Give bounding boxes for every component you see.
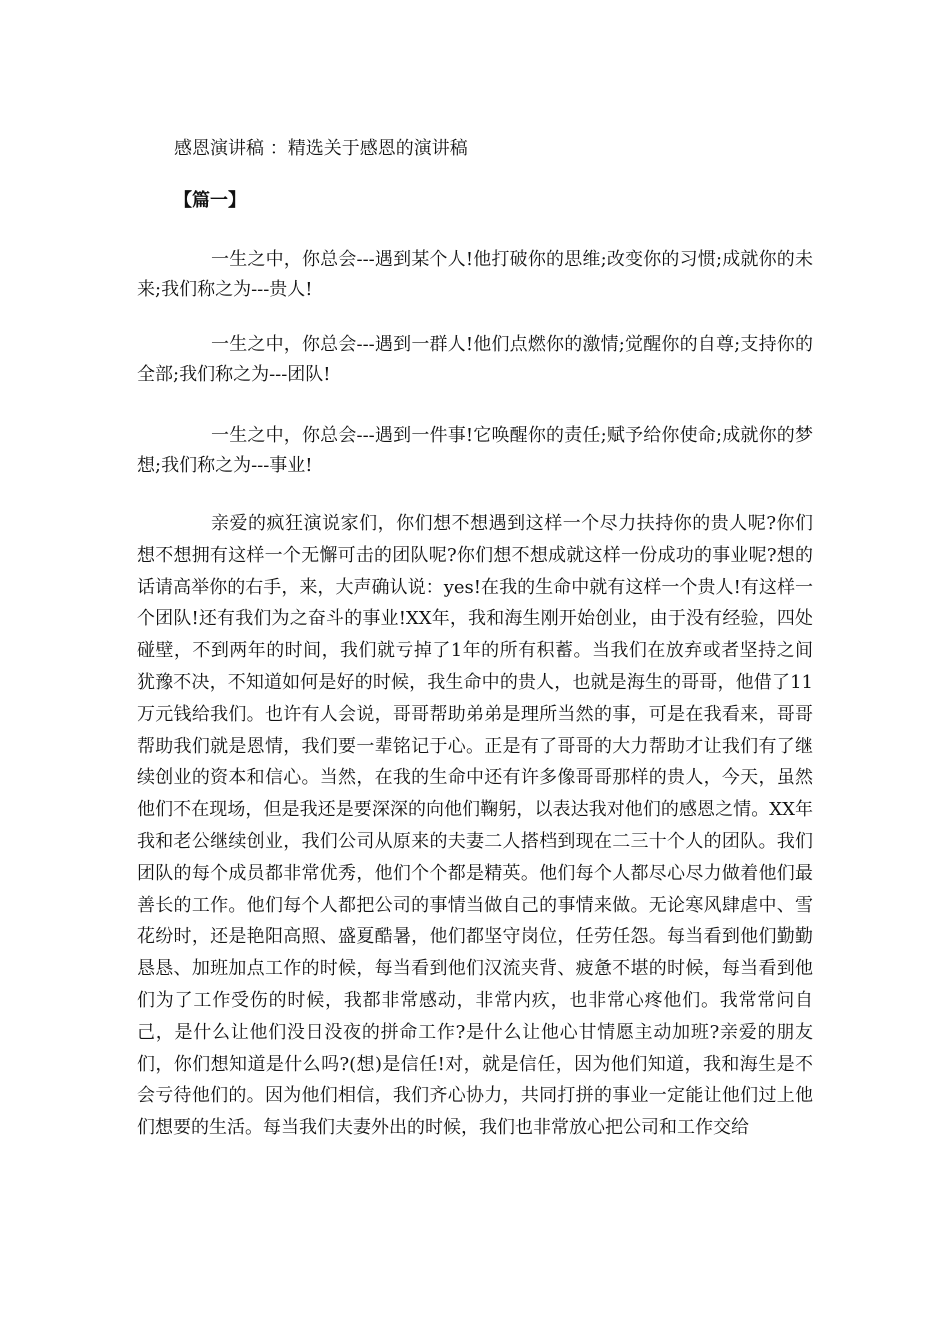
paragraph-1: 一生之中，你总会---遇到某个人!他打破你的思维;改变你的习惯;成就你的未来;我们称之为---贵人! <box>137 249 813 300</box>
section-label: 【篇一】 <box>174 190 246 211</box>
document-title: 感恩演讲稿 ：精选关于感恩的演讲稿 <box>174 138 468 159</box>
paragraph-4: 亲爱的疯狂演说家们，你们想不想遇到这样一个尽力扶持你的贵人呢?你们想不想拥有这样一个无懈可击的团队呢?你们想不想成就这样一份成功的事业呢?想的话请高举你的右手，来，大声确认说：yes!在我的生命中就有这样一个贵人!有这样一个团队!还有我们为之奋斗的事业!XX年，我和海生刚开始创业，由于没有经验，四处碰壁，不到两年的时间，我们就亏掉了1年的所有积蓄。当我们在放弃或者坚持之间犹豫不决，不知道如何是好的时候，我生命中的贵人，也就是海生的哥哥，他借了11万元钱给我们。也许有人会说，哥哥帮助弟弟是理所当然的事，可是在我看来，哥哥帮助我们就是恩情，我们要一辈铭记于心。正是有了哥哥的大力帮助才让我们有了继续创业的资本和信心。当然，在我的生命中还有许多像哥哥那样的贵人，今天，虽然他们不在现场，但是我还是要深深的向他们鞠躬，以表达我对他们的感恩之情。XX年我和老公继续创业，我们公司从原来的夫妻二人搭档到现在二三十个人的团队。我们团队的每个成员都非常优秀，他们个个都是精英。他们每个人都尽心尽力做着他们最善长的工作。他们每个人都把公司的事情当做自己的事情来做。无论寒风肆虐中、雪花纷时，还是艳阳高照、盛夏酷暑，他们都坚守岗位，任劳任怨。每当看到他们勤勤恳恳、加班加点工作的时候，每当看到他们汉流夹背、疲惫不堪的时候，每当看到他们为了工作受伤的时候，我都非常感动，非常内疚，也非常心疼他们。我常常问自己，是什么让他们没日没夜的拼命工作?是什么让他心甘情愿主动加班?亲爱的朋友们，你们想知道是什么吗?(想)是信任!对，就是信任，因为他们知道，我和海生是不会亏待他们的。因为他们相信，我们齐心协力，共同打拼的事业一定能让他们过上他们想要的生活。每当我们夫妻外出的时候，我们也非常放心把公司和工作交给 <box>137 513 814 1139</box>
paragraph-3: 一生之中，你总会---遇到一件事!它唤醒你的责任;赋予给你使命;成就你的梦想;我们称之为---事业! <box>137 425 813 476</box>
paragraph-2: 一生之中，你总会---遇到一群人!他们点燃你的激情;觉醒你的自尊;支持你的全部;我们称之为---团队! <box>137 334 813 385</box>
